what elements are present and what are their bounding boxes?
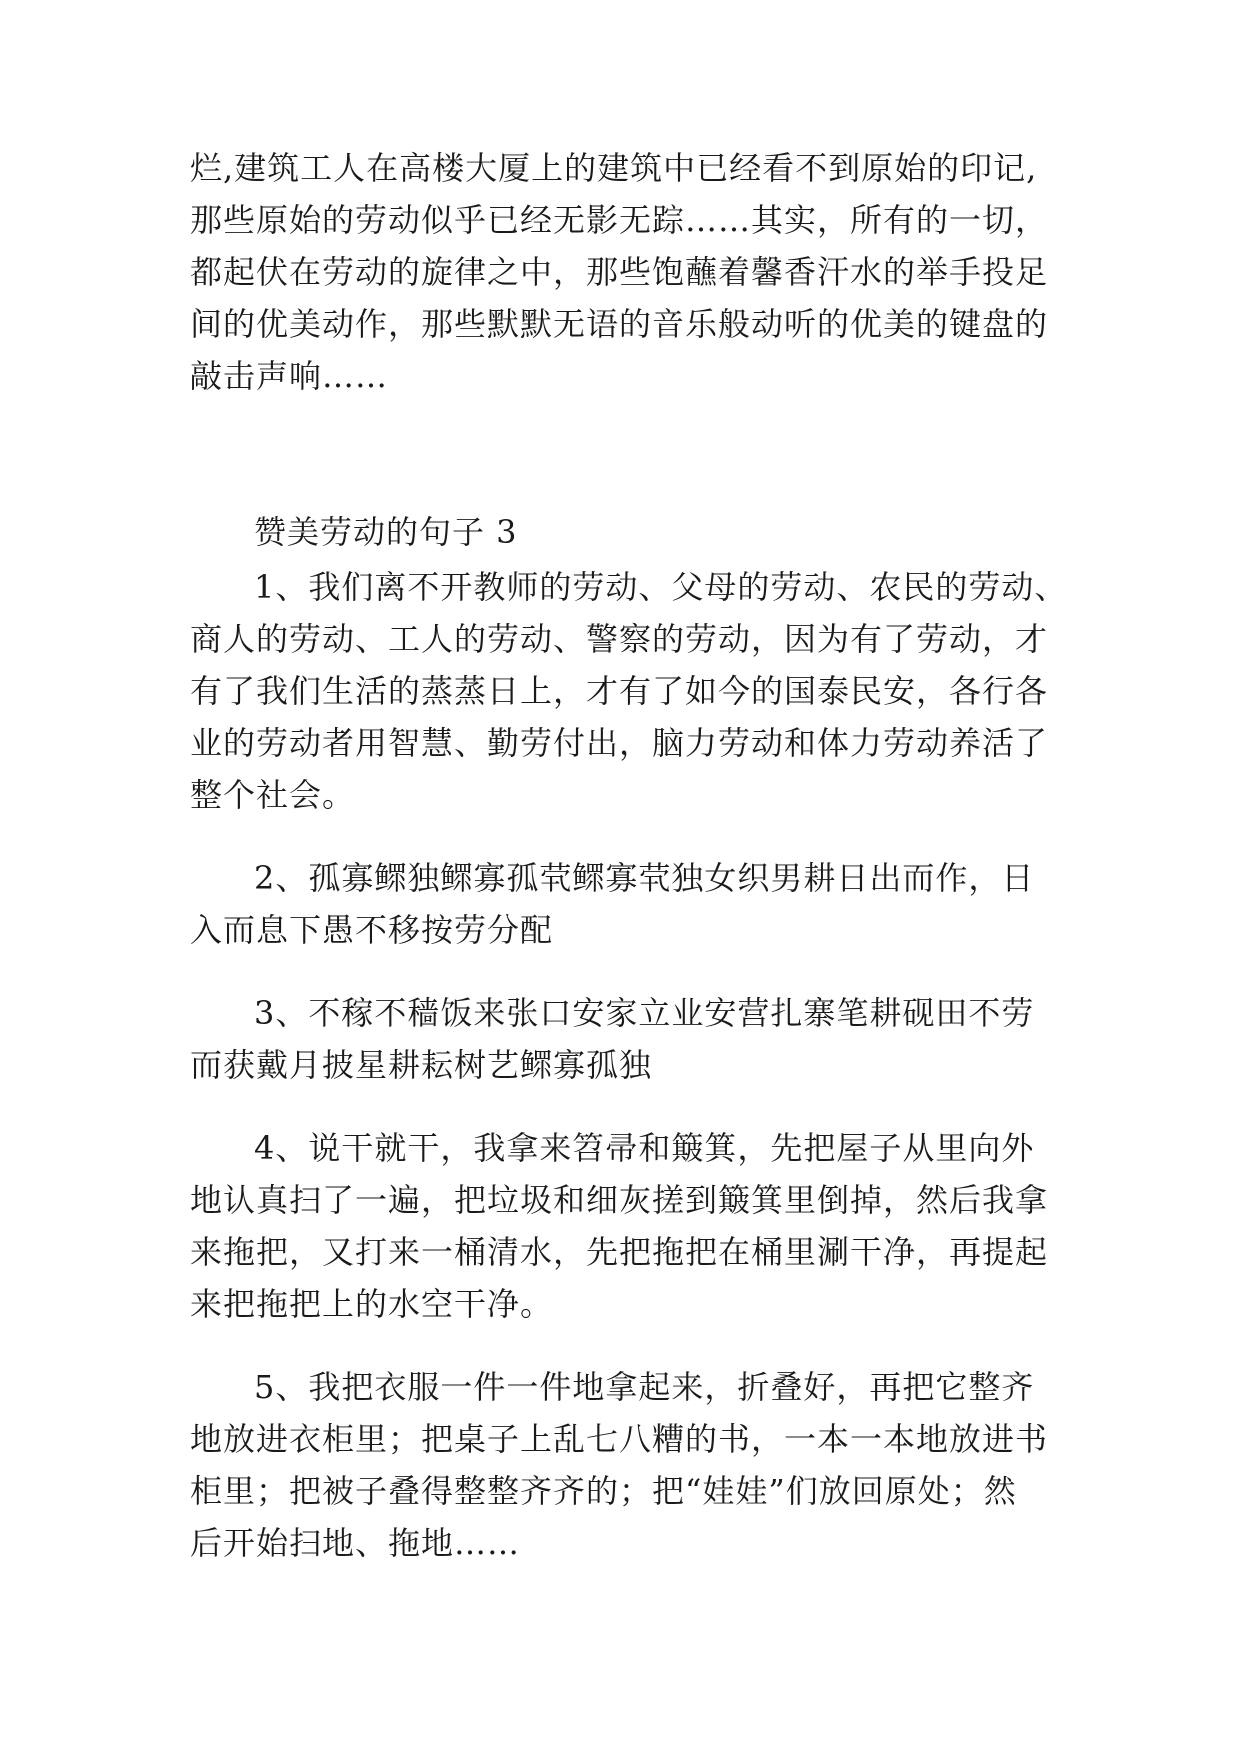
intro-line-3: 都起伏在劳动的旋律之中，那些饱蘸着馨香汗水的举手投足 [190, 253, 1049, 291]
item-5-line-2: 地放进衣柜里；把桌子上乱七八糟的书，一本一本地放进书 [190, 1420, 1049, 1458]
item-4-line-1: 4、说干就干，我拿来笤帚和簸箕，先把屋子从里向外 [254, 1129, 1035, 1167]
item-2-line-1: 2、孤寡鳏独鳏寡孤茕鳏寡茕独女织男耕日出而作，日 [254, 859, 1035, 897]
item-1-line-1: 1、我们离不开教师的劳动、父母的劳动、农民的劳动、 [254, 568, 1068, 606]
item-5-line-3: 柜里；把被子叠得整整齐齐的；把“娃娃”们放回原处；然 [190, 1472, 1017, 1510]
item-1-line-4: 业的劳动者用智慧、勤劳付出，脑力劳动和体力劳动养活了 [190, 724, 1049, 762]
item-1-line-2: 商人的劳动、工人的劳动、警察的劳动，因为有了劳动，才 [190, 620, 1049, 658]
item-2-line-2: 入而息下愚不移按劳分配 [190, 911, 554, 949]
item-4-line-3: 来拖把，又打来一桶清水，先把拖把在桶里涮干净，再提起 [190, 1233, 1049, 1271]
item-5-line-1: 5、我把衣服一件一件地拿起来，折叠好，再把它整齐 [254, 1368, 1035, 1406]
intro-line-5: 敲击声响…… [190, 357, 389, 395]
item-1-line-5: 整个社会。 [190, 776, 356, 814]
intro-line-4: 间的优美动作，那些默默无语的音乐般动听的优美的键盘的 [190, 305, 1049, 343]
item-5-line-4: 后开始扫地、拖地…… [190, 1524, 521, 1562]
intro-line-2: 那些原始的劳动似乎已经无影无踪……其实，所有的一切， [190, 201, 1049, 239]
intro-line-1: 烂,建筑工人在高楼大厦上的建筑中已经看不到原始的印记, [190, 149, 1038, 187]
item-3-line-1: 3、不稼不穑饭来张口安家立业安营扎寨笔耕砚田不劳 [254, 994, 1035, 1032]
section-heading: 赞美劳动的句子 3 [254, 513, 518, 551]
item-1-line-3: 有了我们生活的蒸蒸日上，才有了如今的国泰民安，各行各 [190, 672, 1049, 710]
item-3-line-2: 而获戴月披星耕耘树艺鳏寡孤独 [190, 1046, 653, 1084]
item-4-line-2: 地认真扫了一遍，把垃圾和细灰搓到簸箕里倒掉，然后我拿 [190, 1181, 1049, 1219]
item-4-line-4: 来把拖把上的水空干净。 [190, 1285, 554, 1323]
